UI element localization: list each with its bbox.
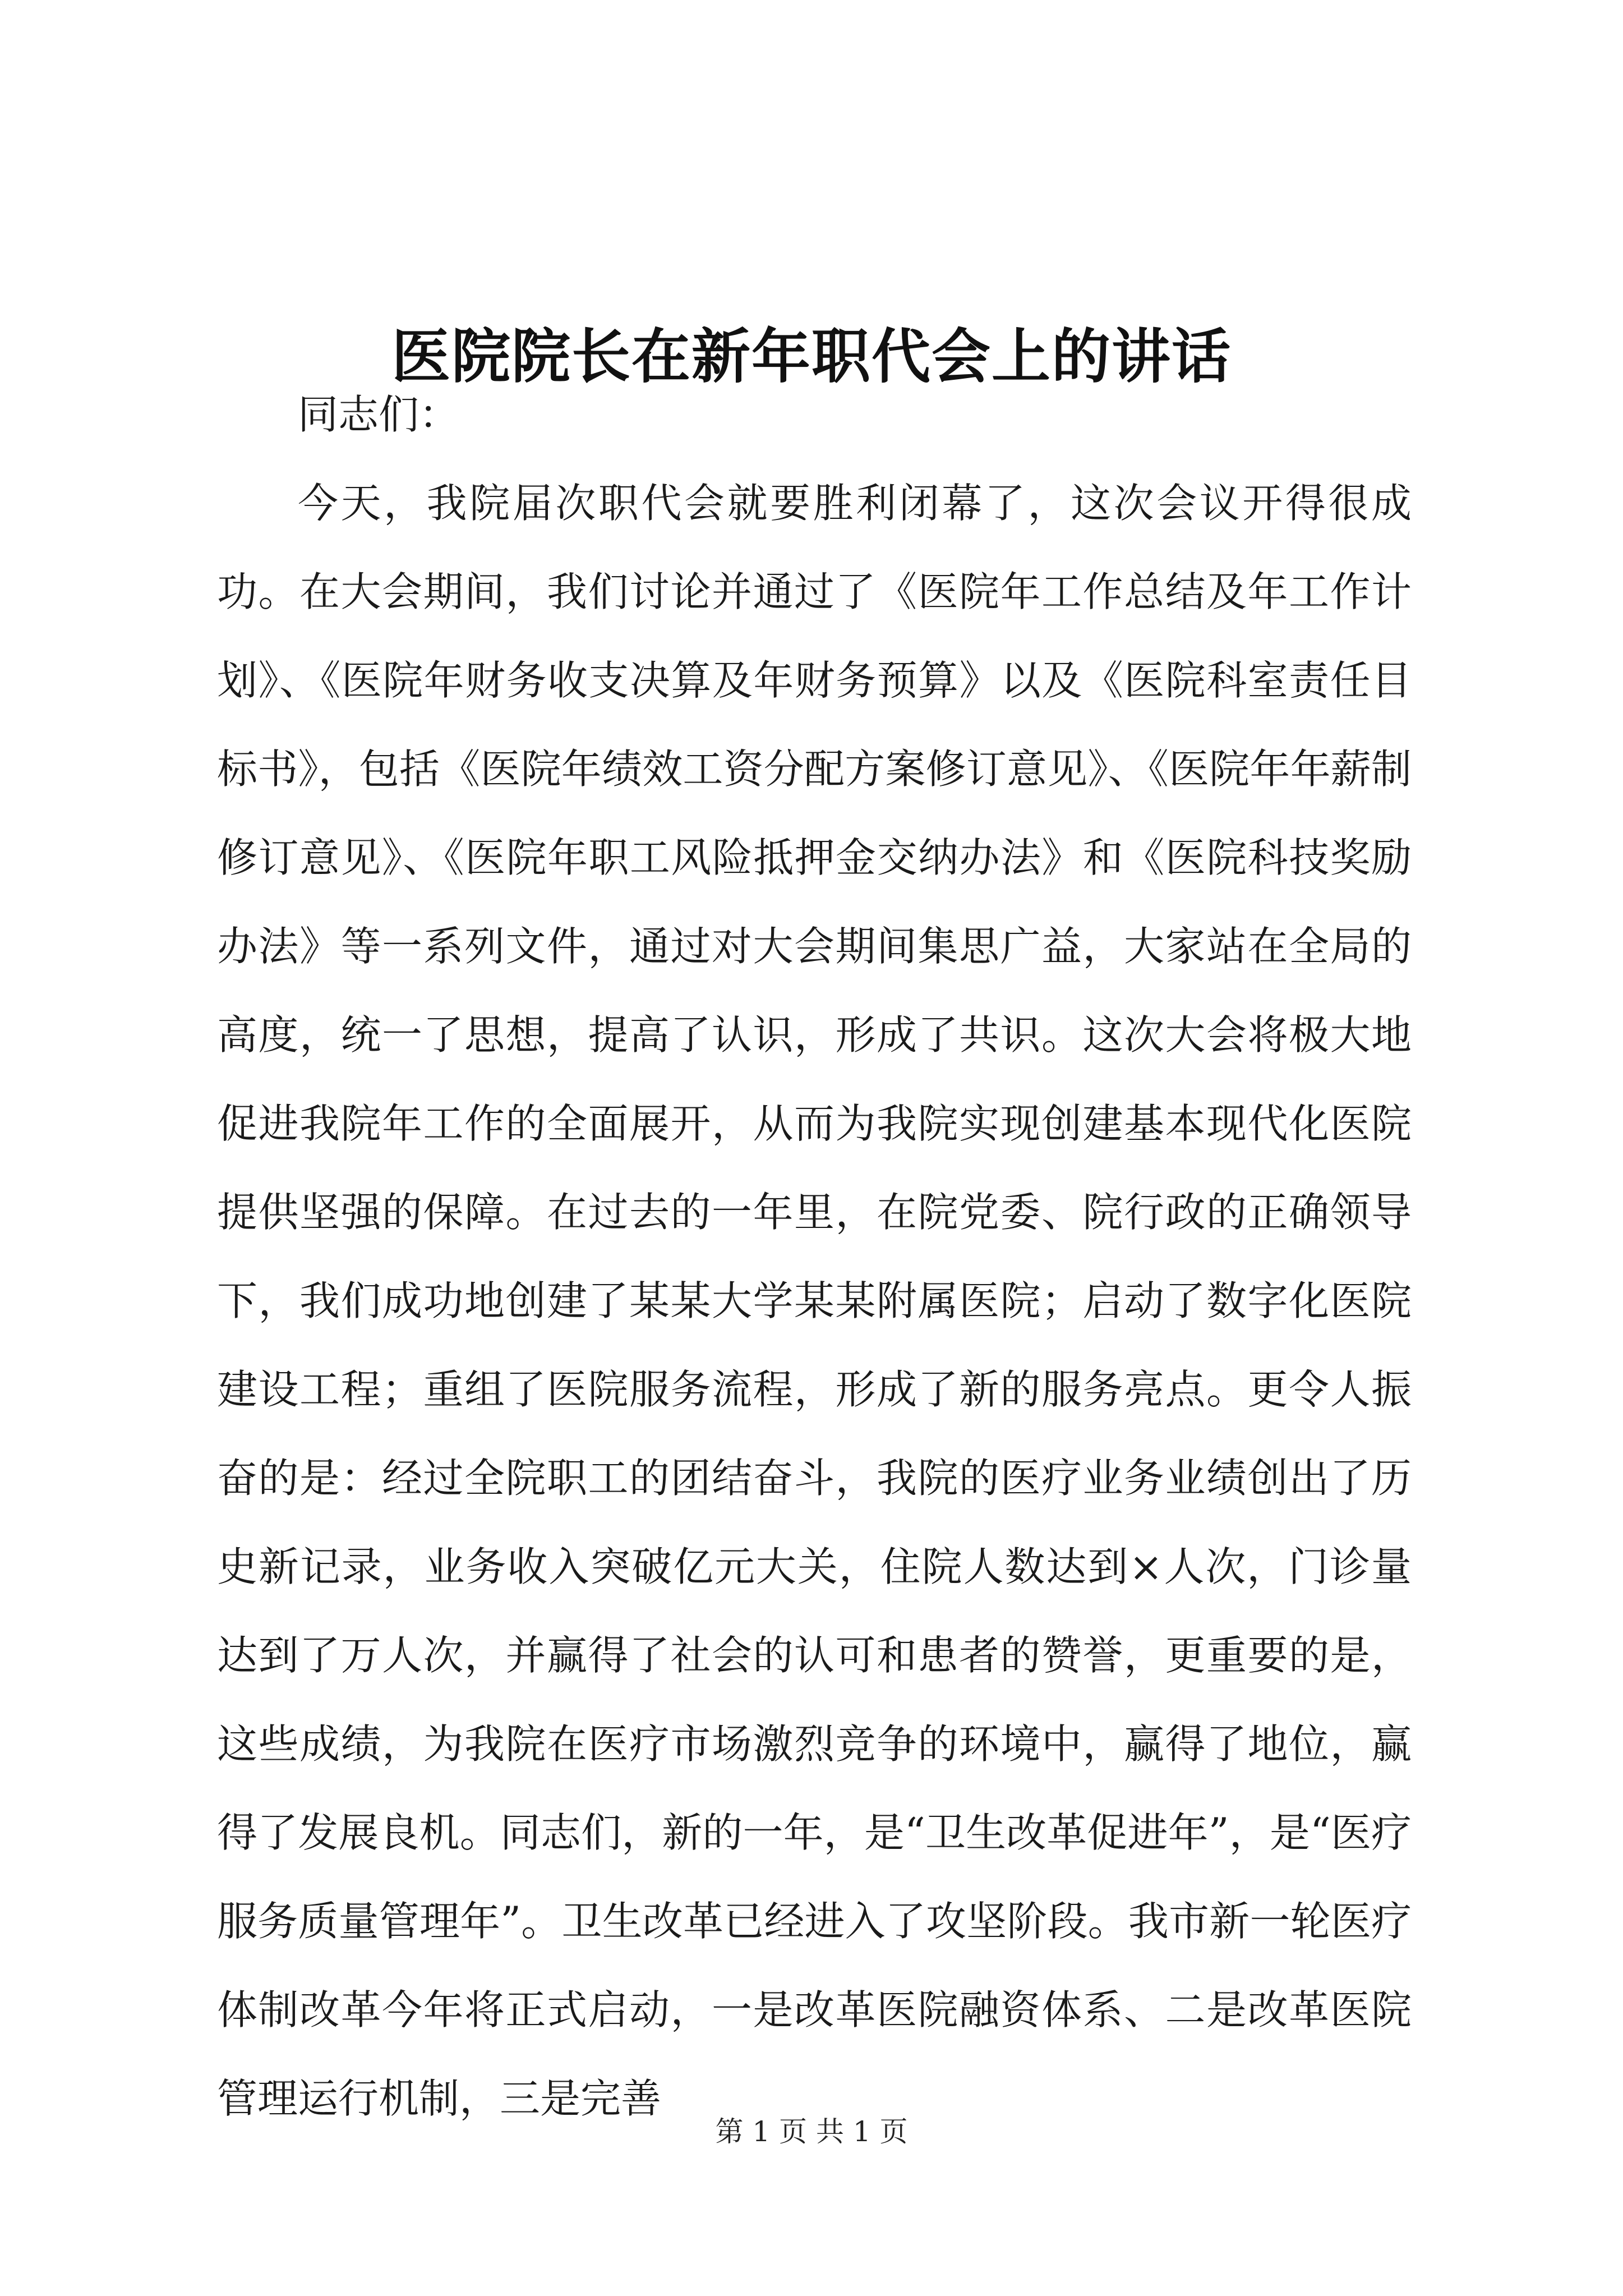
- page-footer: 第 1 页 共 1 页: [715, 2115, 908, 2148]
- document-body: [217, 370, 1412, 2143]
- greeting-line: 同志们：: [298, 391, 460, 438]
- body-paragraph: 今天，我院届次职代会就要胜利闭幕了，这次会议开得很成功。在大会期间，我们讨论并通过了《医院年工作总结及年工作计划》、《医院年财务收支决算及年财务预算》以及《医院科室责任目标书》，包括《医院年绩效工资分配方案修订意见》、《医院年年薪制修订意见》、《医院年职工风险抵押金交纳办法》和《医院科技奖励办法》等一系列文件，通过对大会期间集思广益，大家站在全局的高度，统一了思想，提高了认识，形成了共识。这次大会将极大地促进我院年工作的全面展开，从而为我院实现创建基本现代化医院提供坚强的保障。在过去的一年里，在院党委、院行政的正确领导下，我们成功地创建了某某大学某某附属医院；启动了数字化医院建设工程；重组了医院服务流程，形成了新的服务亮点。更令人振奋的是：经过全院职工的团结奋斗，我院的医疗业务业绩创出了历史新记录，业务收入突破亿元大关，住院人数达到×人次，门诊量达到了万人次，并赢得了社会的认可和患者的赞誉，更重要的是，这些成绩，为我院在医疗市场激烈竞争的环境中，赢得了地位，赢得了发展良机。同志们，新的一年，是“卫生改革促进年”，是“医疗服务质量管理年”。卫生改革已经进入了攻坚阶段。我市新一轮医疗体制改革今年将正式启动，一是改革医院融资体系、二是改革医院管理运行机制，三是完善: [217, 480, 1412, 2122]
- document-title: 医院院长在新年职代会上的讲话: [391, 321, 1232, 392]
